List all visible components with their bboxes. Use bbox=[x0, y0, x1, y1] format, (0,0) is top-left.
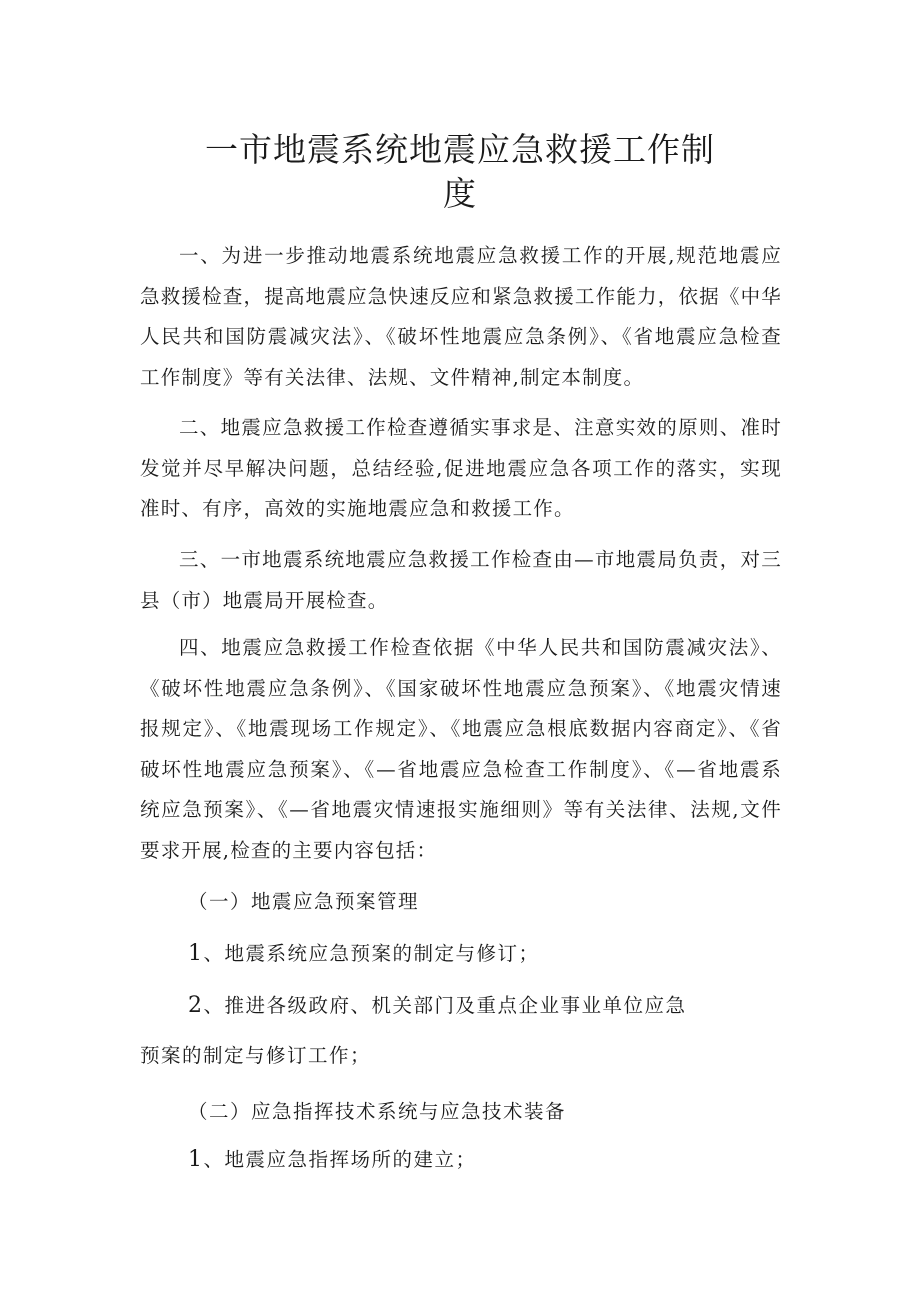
list-item-2-1 bbox=[188, 1140, 477, 1180]
list-item-1-1 bbox=[188, 934, 540, 974]
list-item-text: 、地震应急指挥场所的建立； bbox=[203, 1148, 477, 1171]
document-title-line-1: 一市地震系统地震应急救援工作制 bbox=[205, 130, 715, 169]
list-item-1-2 bbox=[188, 986, 687, 1026]
list-item-text: 、地震系统应急预案的制定与修订； bbox=[203, 942, 540, 965]
list-item-1-2-continuation: 预案的制定与修订工作； bbox=[140, 1044, 372, 1067]
paragraph-1: 一、为进一步推动地震系统地震应急救援工作的开展,规范地震应急救援检查，提高地震应急快速反应和紧急救援工作能力，依据《中华人民共和国防震减灾法》、《破坏性地震应急条例》、《省地震应急检查工作制度》等有关法律、法规、文件精神,制定本制度。 bbox=[140, 244, 782, 389]
section-1-heading: （一）地震应急预案管理 bbox=[188, 890, 420, 913]
section-2-heading: （二）应急指挥技术系统与应急技术装备 bbox=[188, 1100, 567, 1123]
document-title-line-2: 度 bbox=[443, 174, 477, 213]
list-item-number: 1 bbox=[188, 941, 204, 966]
paragraph-3: 三、一市地震系统地震应急救援工作检查由—市地震局负责，对三县（市）地震局开展检查。 bbox=[140, 548, 782, 612]
paragraph-4: 四、地震应急救援工作检查依据《中华人民共和国防震减灾法》、《破坏性地震应急条例》、《国家破坏性地震应急预案》、《地震灾情速报规定》、《地震现场工作规定》、《地震应急根底数据内容商定》、《省破坏性地震应急预案》、《—省地震应急检查工作制度》、《—省地震系统应急预案》、《—省地震灾情速报实施细则》等有关法律、法规,文件要求开展,检查的主要内容包括： bbox=[140, 636, 782, 862]
list-item-number: 1 bbox=[188, 1147, 204, 1172]
list-item-number: 2 bbox=[188, 993, 204, 1018]
paragraph-2: 二、地震应急救援工作检查遵循实事求是、注意实效的原则、准时发觉并尽早解决问题，总结经验,促进地震应急各项工作的落实，实现准时、有序，高效的实施地震应急和救援工作。 bbox=[140, 416, 782, 520]
list-item-text: 、推进各级政府、机关部门及重点企业事业单位应急 bbox=[203, 994, 687, 1017]
